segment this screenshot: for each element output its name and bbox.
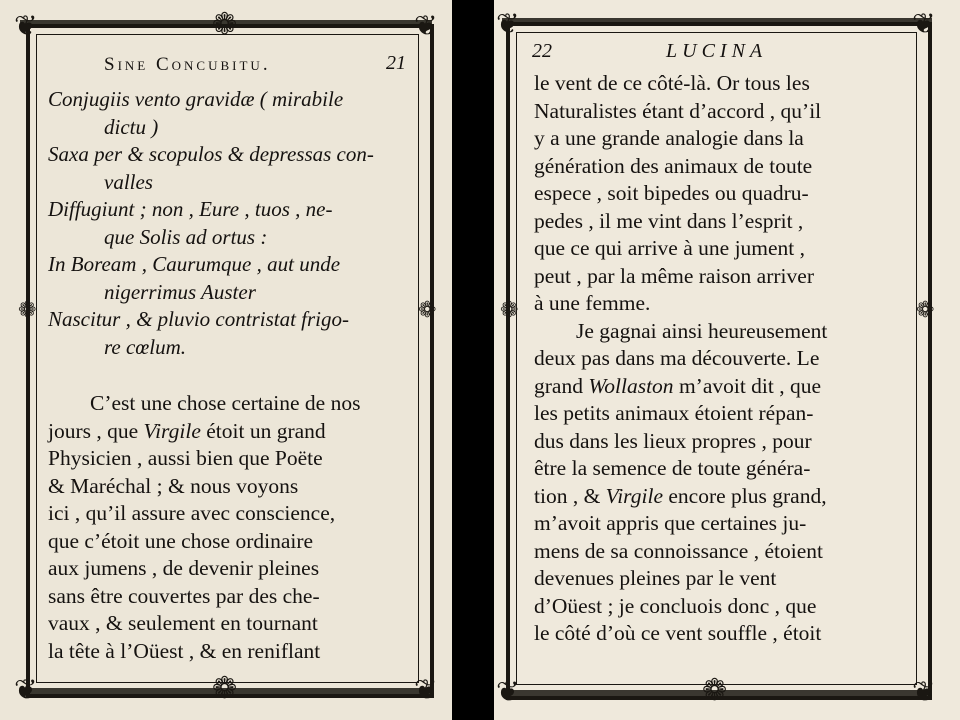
body-segment: m’avoit dit , que [678,373,822,398]
prose-line: sans être couvertes par des che- [48,583,320,608]
prose-block [48,390,360,665]
body-line: Je gagnai ainsi heureusement [576,318,828,343]
right-side-ornament-icon: ❁ [500,298,519,323]
page-number: 21 [386,52,406,74]
name-virgile: Virgile [143,418,201,443]
verse-line: Conjugiis vento gravidæ ( mirabile [48,87,344,111]
left-mid-ornament-icon: ❁ [212,7,238,42]
prose-line [48,418,360,446]
prose-line: la tête à l’Oüest , & en reniflant [48,638,321,663]
verse-line: re cœlum. [104,334,187,359]
right-corner-ornament-icon: ❦ [912,675,936,708]
right-page [494,0,960,720]
left-page [0,0,452,720]
verse-line: dictu ) [104,114,159,139]
prose-line: & Maréchal ; & nous voyons [48,473,299,498]
body-line: d’Oüest ; je concluois donc , que [534,593,817,618]
body-segment: encore plus grand, [668,483,827,508]
prose-segment: jours , que [48,418,139,443]
body-segment: grand [534,373,583,398]
left-side-ornament-icon: ❁ [418,298,437,323]
body-line: dus dans les lieux propres , pour [534,428,812,453]
left-corner-ornament-icon: ❦ [414,673,438,706]
prose-line: aux jumens , de devenir pleines [48,556,320,580]
prose-line: vaux , & seulement en tournant [48,611,318,635]
verse-line: In Boream , Caurumque , aut unde [48,252,341,276]
left-corner-ornament-icon: ❦ [414,9,438,42]
prose-line: Physicien , aussi bien que Poëte [48,446,323,470]
left-corner-ornament-icon: ❦ [14,9,38,42]
prose-line: C’est une chose certaine de nos [90,391,361,415]
body-line: espece , soit bipedes ou quadru- [534,181,809,205]
left-corner-ornament-icon: ❦ [14,673,38,706]
body-line: devenues pleines par le vent [534,566,777,590]
verse-line: que Solis ad ortus : [104,224,268,249]
body-line: à une femme. [534,291,651,315]
left-mid-ornament-icon: ❁ [212,671,238,706]
right-side-ornament-icon: ❁ [916,298,935,323]
body-line: pedes , il me vint dans l’esprit , [534,208,804,233]
name-virgile: Virgile [605,483,663,508]
body-line: m’avoit appris que certaines ju- [534,511,807,535]
verse-line: valles [104,169,153,194]
body-line [534,373,827,401]
body-line: mens de sa connoissance , étoient [534,538,823,563]
verse-block [48,86,374,361]
body-line: les petits animaux étoient répan- [534,401,814,425]
verse-line: Nascitur , & pluvio contristat frigo- [48,307,350,331]
verse-line: Saxa per & scopulos & depressas con- [48,142,374,166]
body-segment: tion , & [534,483,601,508]
prose-line: que c’étoit une chose ordinaire [48,528,314,553]
running-head: LUCINA [666,40,768,62]
running-head: Sine Concubitu. [104,54,271,75]
prose-segment: étoit un grand [206,418,326,443]
verse-line: Diffugiunt ; non , Eure , tuos , ne- [48,197,333,221]
right-mid-ornament-icon: ❁ [702,673,728,708]
right-corner-ornament-icon: ❦ [912,7,936,40]
prose-line: ici , qu’il assure avec conscience, [48,501,336,525]
body-line: génération des animaux de toute [534,153,813,178]
verse-line: nigerrimus Auster [104,279,256,304]
body-line: deux pas dans ma découverte. Le [534,346,820,370]
name-wollaston: Wollaston [588,373,674,398]
left-side-ornament-icon: ❁ [18,298,37,323]
body-line: peut , par la même raison arriver [534,263,814,288]
body-line: le vent de ce côté-là. Or tous les [534,71,810,95]
right-corner-ornament-icon: ❦ [496,7,520,40]
body-line: le côté d’où ce vent souffle , étoit [534,621,822,645]
body-line: que ce qui arrive à une jument , [534,236,806,260]
right-top-vine [502,18,932,24]
body-line [534,483,827,511]
body-line: être la semence de toute généra- [534,456,811,480]
body-text [534,70,827,648]
page-number: 22 [532,40,552,62]
body-line: Naturalistes étant d’accord , qu’il [534,98,822,123]
body-line: y a une grande analogie dans la [534,126,804,150]
right-corner-ornament-icon: ❦ [496,675,520,708]
